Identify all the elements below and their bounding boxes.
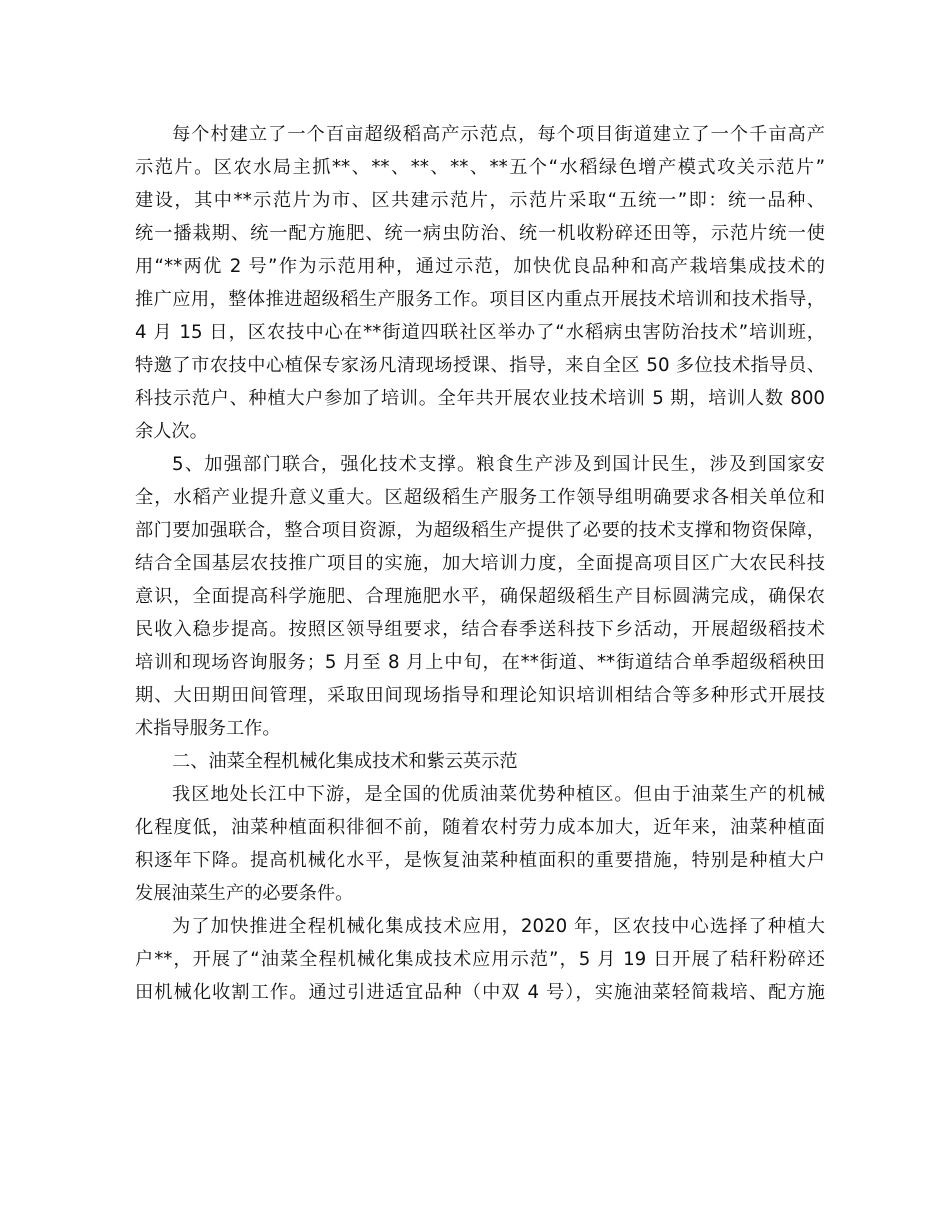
text-line: 示范片。区农水局主抓**、**、**、**、**五个“水稻绿色增产模式攻关示范片” (135, 157, 825, 178)
section-heading (135, 745, 825, 778)
text-line: 科技示范户、种植大户参加了培训。全年共开展农业技术培训 5 期，培训人数 800 (135, 388, 825, 409)
text-line: 结合全国基层农技推广项目的实施，加大培训力度，全面提高项目区广大农民科技 (135, 553, 825, 574)
text-line: 术指导服务工作。 (135, 718, 281, 739)
text-line: 户**，开展了“油菜全程机械化集成技术应用示范”，5 月 19 日开展了秸秆粉碎还 (135, 949, 825, 970)
text-line: 用“**两优 2 号”作为示范用种，通过示范，加快优良品种和高产栽培集成技术的 (135, 256, 825, 277)
document-body (135, 118, 825, 1009)
text-line: 余人次。 (135, 421, 208, 442)
text-line: 培训和现场咨询服务；5 月至 8 月上中旬，在**街道、**街道结合单季超级稻秧田 (135, 652, 825, 673)
text-line: 田机械化收割工作。通过引进适宜品种（中双 4 号），实施油菜轻简栽培、配方施 (135, 982, 825, 1003)
text-line: 为了加快推进全程机械化集成技术应用，2020 年，区农技中心选择了种植大 (172, 916, 825, 937)
text-line: 我区地处长江中下游，是全国的优质油菜优势种植区。但由于油菜生产的机械 (172, 784, 825, 805)
text-line: 意识，全面提高科学施肥、合理施肥水平，确保超级稻生产目标圆满完成，确保农 (135, 586, 825, 607)
text-line: 推广应用，整体推进超级稻生产服务工作。项目区内重点开展技术培训和技术指导， (135, 289, 825, 310)
text-line: 统一播栽期、统一配方施肥、统一病虫防治、统一机收粉碎还田等，示范片统一使 (135, 223, 825, 244)
text-line: 5、加强部门联合，强化技术支撑。粮食生产涉及到国计民生，涉及到国家安 (172, 454, 825, 475)
paragraph-1 (135, 118, 825, 448)
text-line: 化程度低，油菜种植面积徘徊不前，随着农村劳力成本加大，近年来，油菜种植面 (135, 817, 825, 838)
text-line: 期、大田期田间管理，采取田间现场指导和理论知识培训相结合等多种形式开展技 (135, 685, 825, 706)
text-line: 特邀了市农技中心植保专家汤凡清现场授课、指导，来自全区 50 多位技术指导员、 (135, 355, 825, 376)
paragraph-3 (135, 778, 825, 910)
text-line: 4 月 15 日，区农技中心在**街道四联社区举办了“水稻病虫害防治技术”培训班， (135, 322, 825, 343)
text-line: 建设，其中**示范片为市、区共建示范片，示范片采取“五统一”即：统一品种、 (135, 190, 825, 211)
section-heading-text: 二、油菜全程机械化集成技术和紫云英示范 (172, 751, 518, 772)
text-line: 每个村建立了一个百亩超级稻高产示范点，每个项目街道建立了一个千亩高产 (172, 124, 825, 145)
paragraph-4 (135, 910, 825, 1009)
text-line: 部门要加强联合，整合项目资源，为超级稻生产提供了必要的技术支撑和物资保障， (135, 520, 825, 541)
paragraph-2 (135, 448, 825, 745)
text-line: 积逐年下降。提高机械化水平，是恢复油菜种植面积的重要措施，特别是种植大户 (135, 850, 825, 871)
text-line: 发展油菜生产的必要条件。 (135, 883, 354, 904)
text-line: 民收入稳步提高。按照区领导组要求，结合春季送科技下乡活动，开展超级稻技术 (135, 619, 825, 640)
text-line: 全，水稻产业提升意义重大。区超级稻生产服务工作领导组明确要求各相关单位和 (135, 487, 825, 508)
